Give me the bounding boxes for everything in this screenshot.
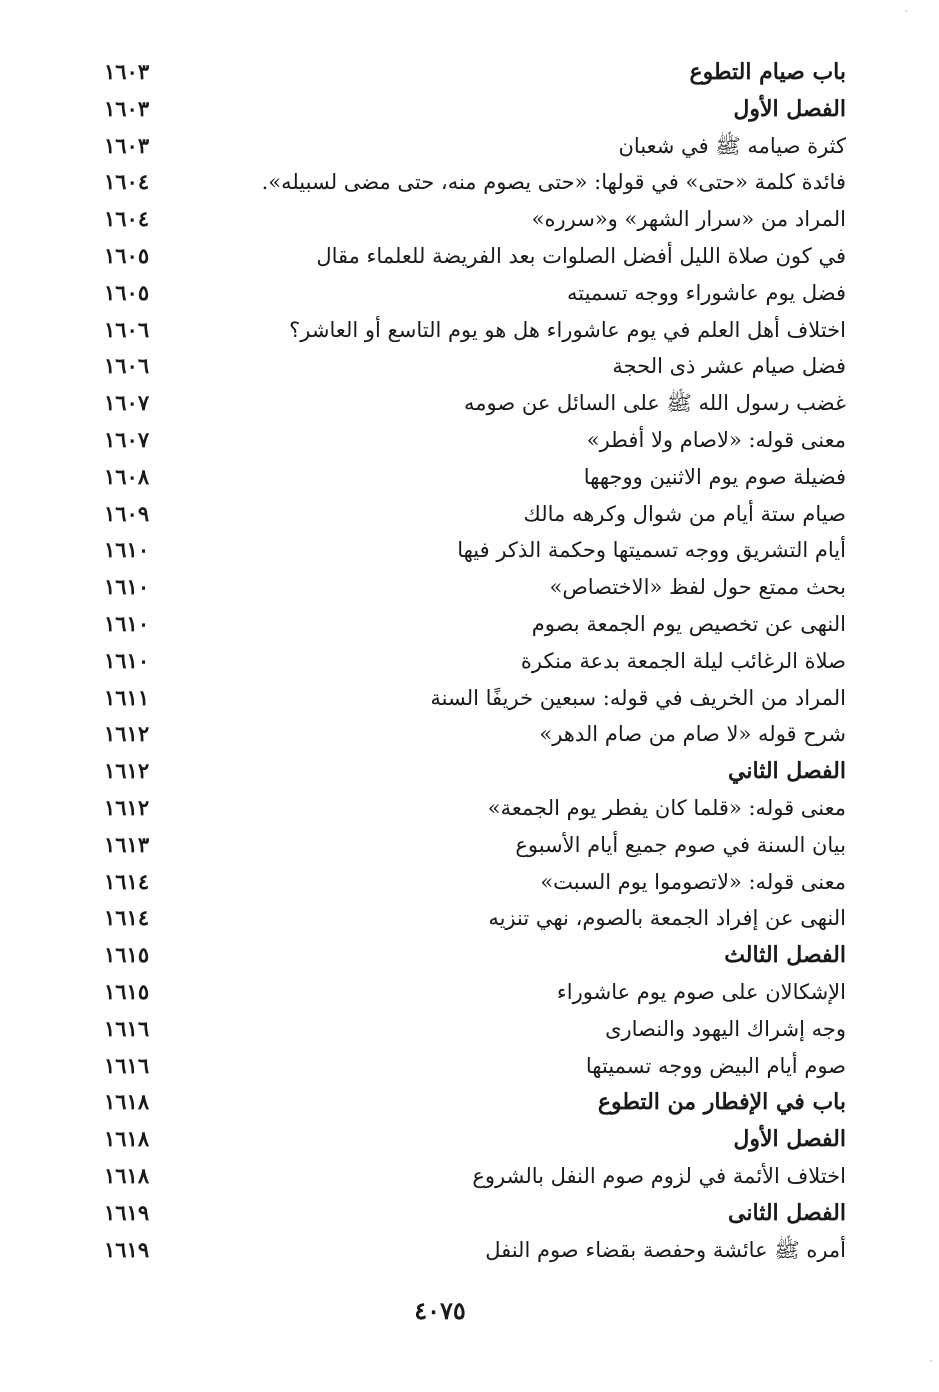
toc-entry-row bbox=[96, 900, 856, 937]
toc-entry-row bbox=[96, 974, 856, 1011]
toc-page-number: ١٦٠٣ bbox=[104, 95, 150, 121]
toc-entry-title: اختلاف أهل العلم في يوم عاشوراء هل هو يوم التاسع أو العاشر؟ bbox=[289, 317, 846, 342]
toc-page-number: ١٦١٨ bbox=[104, 1162, 150, 1188]
toc-entry-row bbox=[96, 275, 856, 312]
toc-page-number: ١٦١٠ bbox=[104, 647, 150, 673]
toc-heading-row bbox=[96, 1084, 856, 1121]
scan-speck bbox=[905, 10, 907, 12]
toc-entry-row bbox=[96, 1232, 856, 1269]
toc-page-number: ١٦١٥ bbox=[104, 978, 150, 1004]
toc-entry-row bbox=[96, 716, 856, 753]
toc-page-number: ١٦٠٧ bbox=[104, 426, 150, 452]
toc-entry-title: وجه إشراك اليهود والنصارى bbox=[605, 1016, 846, 1041]
toc-entry-row bbox=[96, 1158, 856, 1195]
toc-entry-row bbox=[96, 532, 856, 569]
toc-page-number: ١٦١٠ bbox=[104, 537, 150, 563]
toc-heading-title: الفصل الثاني bbox=[728, 758, 846, 785]
toc-heading-title: باب صيام التطوع bbox=[689, 59, 846, 85]
toc-entry-row bbox=[96, 680, 856, 717]
toc-entry-row bbox=[96, 164, 856, 201]
toc-entry-title: فضيلة صوم يوم الاثنين ووجهها bbox=[583, 464, 846, 489]
toc-entry-title: معنى قوله: «قلما كان يفطر يوم الجمعة» bbox=[487, 795, 846, 820]
toc-page-number: ١٦٠٦ bbox=[104, 316, 150, 342]
toc-page-number: ١٦١٢ bbox=[104, 758, 150, 784]
toc-page-number: ١٦٠٥ bbox=[104, 279, 150, 305]
toc-entry-row bbox=[96, 496, 856, 533]
toc-page-number: ١٦٠٥ bbox=[104, 242, 150, 268]
toc-page-number: ١٦٠٩ bbox=[104, 500, 150, 526]
toc-entry-row bbox=[96, 864, 856, 901]
toc-entry-row bbox=[96, 459, 856, 496]
toc-heading-row bbox=[96, 937, 856, 974]
toc-entry-row bbox=[96, 569, 856, 606]
page-number: ٤٠٧٥ bbox=[414, 1296, 466, 1325]
toc-heading-title: الفصل الأول bbox=[733, 95, 846, 122]
toc-entry-title: غضب رسول الله ﷺ على السائل عن صومه bbox=[464, 391, 846, 416]
toc-entry-row bbox=[96, 385, 856, 422]
toc-heading-row bbox=[96, 1121, 856, 1158]
toc-entry-title: شرح قوله «لا صام من صام الدهر» bbox=[539, 722, 846, 747]
toc-entry-title: الإشكالان على صوم يوم عاشوراء bbox=[556, 979, 846, 1004]
toc-heading-title: الفصل الثانى bbox=[728, 1199, 846, 1226]
toc-entry-title: بحث ممتع حول لفظ «الاختصاص» bbox=[549, 575, 846, 600]
toc-page-number: ١٦١٢ bbox=[104, 794, 150, 820]
toc-entry-row bbox=[96, 238, 856, 275]
toc-page-number: ١٦٠٧ bbox=[104, 390, 150, 416]
toc-page-number: ١٦١١ bbox=[104, 684, 150, 710]
toc-entry-title: صوم أيام البيض ووجه تسميتها bbox=[585, 1053, 846, 1078]
toc-entry-title: كثرة صيامه ﷺ في شعبان bbox=[618, 133, 846, 158]
toc-entry-title: فضل صيام عشر ذى الحجة bbox=[612, 354, 846, 379]
toc-page-number: ١٦١٨ bbox=[104, 1089, 150, 1115]
toc-page-number: ١٦٠٦ bbox=[104, 353, 150, 379]
toc-page-number: ١٦٠٤ bbox=[104, 206, 150, 232]
toc-heading-row bbox=[96, 54, 856, 91]
toc-page-number: ١٦١٩ bbox=[104, 1236, 150, 1262]
toc-heading-title: باب في الإفطار من التطوع bbox=[597, 1089, 846, 1116]
toc-entry-title: بيان السنة في صوم جميع أيام الأسبوع bbox=[515, 832, 846, 857]
toc-entry-title: النهى عن إفراد الجمعة بالصوم، نهي تنزيه bbox=[488, 906, 846, 931]
toc-entry-title: فضل يوم عاشوراء ووجه تسميته bbox=[567, 280, 846, 305]
toc-page-number: ١٦٠٤ bbox=[104, 169, 150, 195]
toc-entry-title: المراد من الخريف في قوله: سبعين خريفًا السنة bbox=[430, 685, 846, 710]
toc-entry-title: معنى قوله: «لاصام ولا أفطر» bbox=[586, 427, 846, 452]
toc-entry-title: صلاة الرغائب ليلة الجمعة بدعة منكرة bbox=[520, 648, 846, 673]
toc-heading-row bbox=[96, 91, 856, 128]
toc-entry-row bbox=[96, 128, 856, 165]
toc-entry-row bbox=[96, 201, 856, 238]
toc-page-number: ١٦٠٣ bbox=[104, 132, 150, 158]
toc-entry-title: أمره ﷺ عائشة وحفصة بقضاء صوم النفل bbox=[485, 1237, 846, 1262]
toc-entry-row bbox=[96, 643, 856, 680]
toc-entry-row bbox=[96, 422, 856, 459]
toc-page-number: ١٦١٤ bbox=[104, 868, 150, 894]
toc-page-number: ١٦٠٣ bbox=[104, 59, 150, 84]
toc-heading-title: الفصل الأول bbox=[733, 1126, 846, 1153]
toc-page-number: ١٦١٢ bbox=[104, 721, 150, 747]
toc-entry-row bbox=[96, 790, 856, 827]
toc-page-number: ١٦١٩ bbox=[104, 1199, 150, 1225]
toc-entry-row bbox=[96, 348, 856, 385]
toc-page-number: ١٦١٦ bbox=[104, 1052, 150, 1078]
toc-entry-title: النهى عن تخصيص يوم الجمعة بصوم bbox=[531, 611, 846, 636]
toc-entry-title: في كون صلاة الليل أفضل الصلوات بعد الفريضة للعلماء مقال bbox=[316, 243, 846, 268]
table-of-contents bbox=[96, 54, 856, 1268]
toc-entry-title: صيام ستة أيام من شوال وكرهه مالك bbox=[523, 501, 846, 526]
toc-entry-row bbox=[96, 1011, 856, 1048]
toc-heading-title: الفصل الثالث bbox=[724, 942, 846, 969]
scan-speck bbox=[930, 1360, 932, 1362]
toc-entry-row bbox=[96, 606, 856, 643]
toc-page-number: ١٦١٠ bbox=[104, 574, 150, 600]
toc-page-number: ١٦١٥ bbox=[104, 942, 150, 968]
toc-entry-title: اختلاف الأئمة في لزوم صوم النفل بالشروع bbox=[472, 1163, 846, 1188]
toc-heading-row bbox=[96, 753, 856, 790]
toc-page-number: ١٦١٨ bbox=[104, 1126, 150, 1152]
toc-page-number: ١٦١٠ bbox=[104, 610, 150, 636]
toc-page-number: ١٦٠٨ bbox=[104, 463, 150, 489]
toc-entry-row bbox=[96, 1048, 856, 1085]
toc-page-number: ١٦١٣ bbox=[104, 831, 150, 857]
toc-page-number: ١٦١٦ bbox=[104, 1015, 150, 1041]
toc-entry-row bbox=[96, 827, 856, 864]
toc-page-number: ١٦١٤ bbox=[104, 905, 150, 931]
toc-entry-row bbox=[96, 312, 856, 349]
toc-heading-row bbox=[96, 1195, 856, 1232]
toc-entry-title: فائدة كلمة «حتى» في قولها: «حتى يصوم منه، حتى مضى لسبيله». bbox=[261, 170, 846, 195]
toc-entry-title: المراد من «سرار الشهر» و«سرره» bbox=[531, 207, 846, 232]
toc-entry-title: أيام التشريق ووجه تسميتها وحكمة الذكر فيها bbox=[457, 538, 846, 563]
toc-entry-title: معنى قوله: «لاتصوموا يوم السبت» bbox=[540, 869, 846, 894]
